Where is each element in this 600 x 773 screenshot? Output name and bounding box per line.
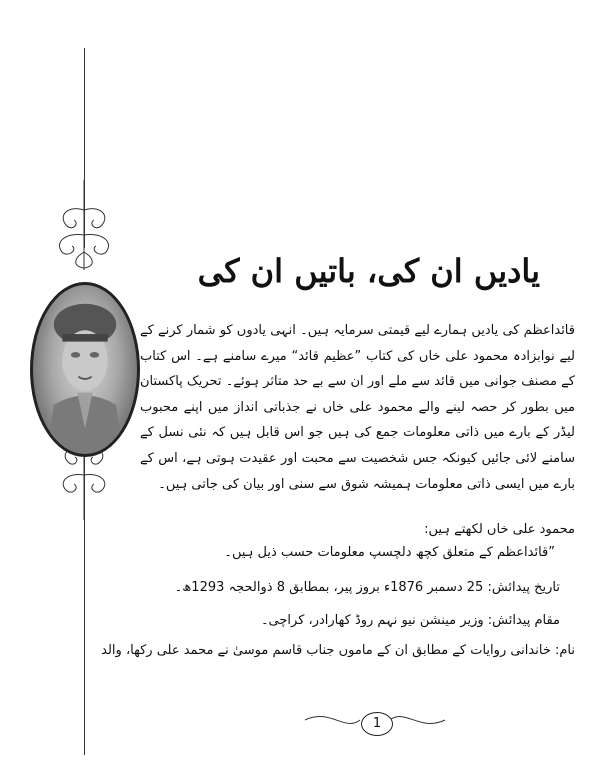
fact-name: نام: خاندانی روایات کے مطابق ان کے ماموں جناب قاسم موسیٰ نے محمد علی رکھا، والد bbox=[101, 643, 575, 658]
paragraph: قائداعظم کی یادیں ہمارے لیے قیمتی سرمایہ ہیں۔ انہی یادوں کو شمار کرنے کے لیے نوابزادہ محمود علی خاں کی کتاب ”عظیم قائد“ میرے سامنے ہے۔ اس کتاب کے مصنف جوانی میں قائد سے ملے اور ان سے بے حد متاثر ہوئے۔ تحریک پاکستان میں بطور کر حصہ لینے والے محمود علی خاں نے جذباتی انداز میں اپنے محبوب لیڈر کے بارے میں ذاتی معلومات جمع کی ہیں جو اس قابل ہیں کہ نئی نسل کے سامنے لائی جائیں کیونکہ جس شخصیت سے محبت اور عقیدت ہوتی ہے، اس کے بارے میں ایسی ذاتی معلومات ہمیشہ شوق سے سنی اور بیان کی جاتی ہیں۔ bbox=[140, 323, 575, 492]
page-title-wrapper bbox=[197, 252, 540, 302]
author-intro-line: محمود علی خاں لکھتے ہیں: bbox=[424, 522, 575, 537]
portrait-image bbox=[30, 282, 140, 457]
fact-birth-date: تاریخ پیدائش: 25 دسمبر 1876ء بروز پیر، بمطابق 8 ذوالحجہ 1293ھ۔ bbox=[174, 580, 560, 595]
scroll-ornament-icon bbox=[48, 180, 120, 270]
page-number: 1 bbox=[361, 712, 393, 736]
fact-birth-place: مقام پیدائش: وزیر مینشن نیو نہم روڈ کھارادر، کراچی۔ bbox=[260, 613, 560, 628]
quote-line: ”قائداعظم کے متعلق کچھ دلچسپ معلومات حسب ذیل ہیں۔ bbox=[224, 545, 555, 560]
body-text bbox=[140, 318, 575, 497]
page-title: یادیں ان کی، باتیں ان کی bbox=[197, 252, 540, 290]
